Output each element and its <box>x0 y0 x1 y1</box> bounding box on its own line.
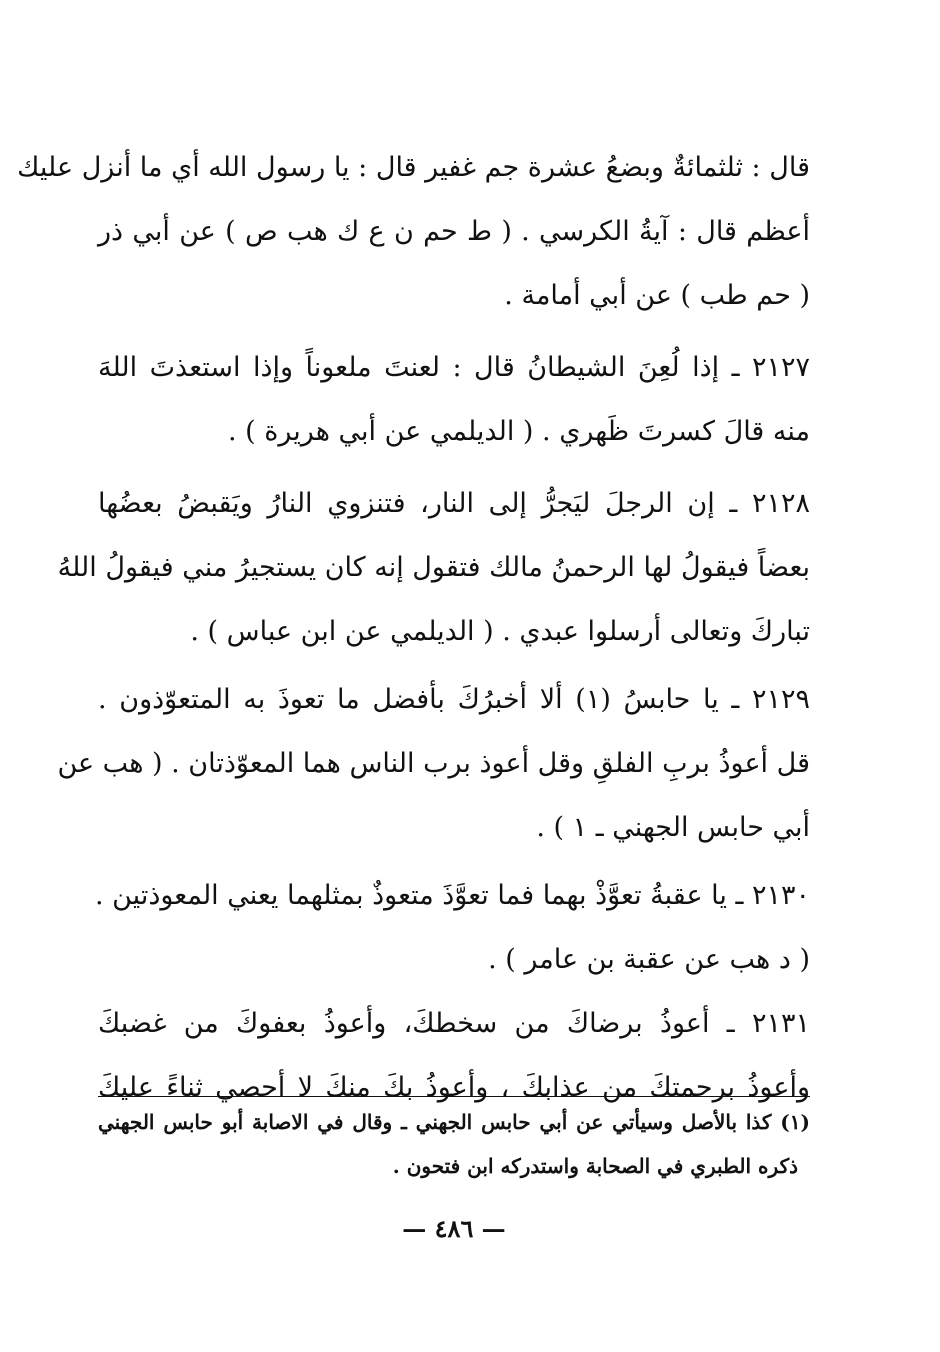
hadith-2127-line-2: منه قالَ كسرتَ ظَهري . ( الديلمي عن أبي هريرة ) . <box>227 416 810 447</box>
page-number: — ٤٨٦ — <box>402 1214 506 1243</box>
footnote-line-1: (١) كذا بالأصل وسيأتي عن أبي حابس الجهني ـ وقال في الاصابة أبو حابس الجهني <box>98 1110 810 1134</box>
hadith-2128-line-1: ٢١٢٨ ـ إن الرجلَ ليَجرُّ إلى النار، فتنزوي النارُ ويَقبضُ بعضُها <box>98 488 810 519</box>
hadith-2127-line-1: ٢١٢٧ ـ إذا لُعِنَ الشيطانُ قال : لعنتَ ملعوناً وإذا استعذتَ اللهَ <box>98 352 810 383</box>
hadith-2129-line-1: ٢١٢٩ ـ يا حابسُ (١) ألا أخبرُكَ بأفضل ما تعوذَ به المتعوّذون . <box>98 684 811 715</box>
footnote-divider <box>98 1096 810 1097</box>
footnote-line-2: ذكره الطبري في الصحابة واستدركه ابن فتحون . <box>392 1154 798 1178</box>
hadith-2130-line-2: ( د هب عن عقبة بن عامر ) . <box>488 944 810 975</box>
hadith-2131-line-1: ٢١٣١ ـ أعوذُ برضاكَ من سخطكَ، وأعوذُ بعفوكَ من غضبكَ <box>98 1008 810 1039</box>
hadith-2128-line-2: بعضاً فيقولُ لها الرحمنُ مالك فتقول إنه كان يستجيرُ مني فيقولُ اللهُ <box>57 552 810 583</box>
hadith-2129-line-3: أبي حابس الجهني ـ ١ ) . <box>536 812 810 843</box>
document-page <box>17 140 811 1320</box>
hadith-2129-line-2: قل أعوذُ بربِ الفلقِ وقل أعوذ برب الناس هما المعوّذتان . ( هب عن <box>57 748 810 779</box>
text-line-3: ( حم طب ) عن أبي أمامة . <box>504 280 810 311</box>
hadith-2131-line-2: وأعوذُ برحمتكَ من عذابكَ ، وأعوذُ بكَ منكَ لا أحصي ثناءً عليكَ <box>98 1072 810 1103</box>
hadith-2130-line-1: ٢١٣٠ ـ يا عقبةُ تعوَّذْ بهما فما تعوَّذَ متعوذٌ بمثلهما يعني المعوذتين . <box>94 880 810 911</box>
text-line-2: أعظم قال : آيةُ الكرسي . ( ط حم ن ع ك هب ص ) عن أبي ذر <box>98 216 810 247</box>
text-line-1: قال : ثلثمائةٌ وبضعُ عشرة جم غفير قال : يا رسول الله أي ما أنزل عليك <box>17 152 810 183</box>
hadith-2128-line-3: تباركَ وتعالى أرسلوا عبدي . ( الديلمي عن ابن عباس ) . <box>190 616 810 647</box>
